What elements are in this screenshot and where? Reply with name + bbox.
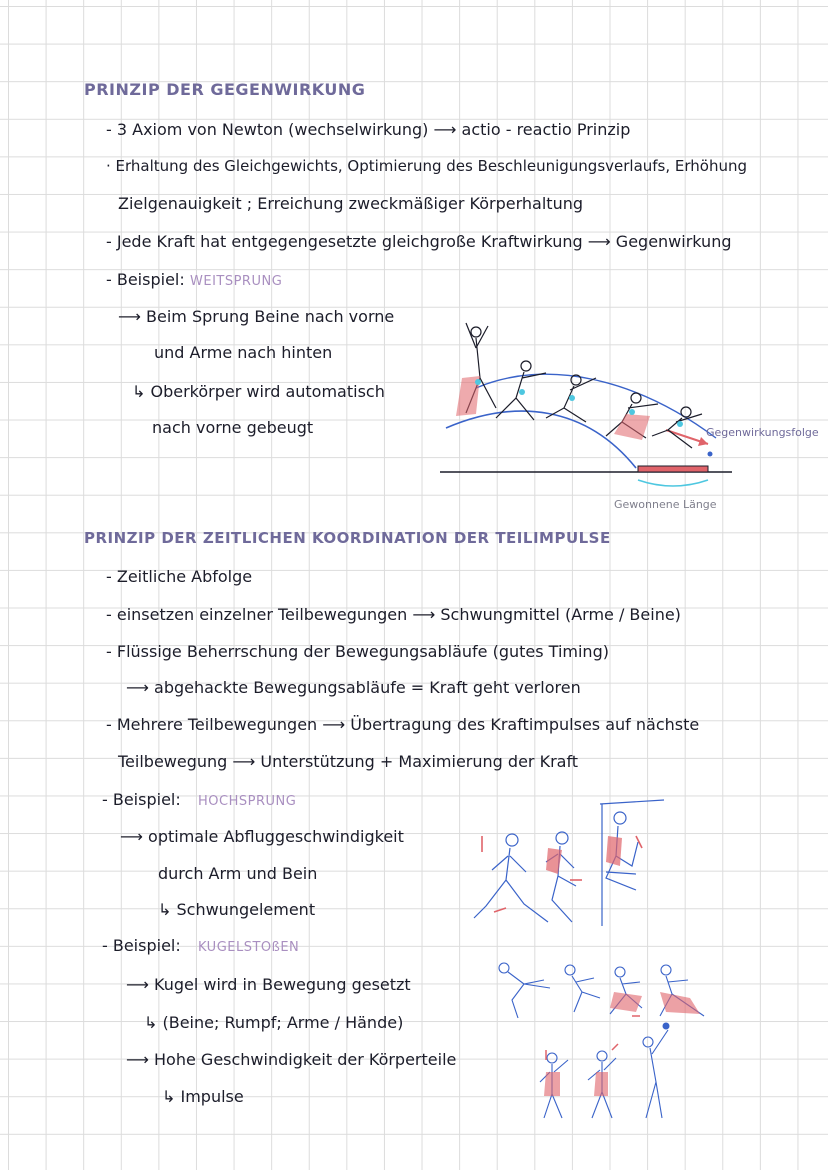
high-jump-bar xyxy=(600,800,664,804)
example-label-3: - Beispiel: xyxy=(102,936,181,955)
sub-beine-vorne: ⟶ Beim Sprung Beine nach vorne xyxy=(118,307,395,326)
example-hochsprung: HOCHSPRUNG xyxy=(198,794,297,809)
gained-length-bar xyxy=(638,466,708,472)
line-newton-axiom: - 3 Axiom von Newton (wechselwirkung) ⟶ actio - reactio Prinzip xyxy=(106,120,631,139)
shot-put-ball xyxy=(663,1023,670,1030)
example-label-1: - Beispiel: xyxy=(106,270,185,289)
kugelstossen-figure xyxy=(490,958,720,1128)
heading-gegenwirkung: PRINZIP DER GEGENWIRKUNG xyxy=(84,80,366,99)
example-label-2: - Beispiel: xyxy=(102,790,181,809)
sub-impulse: ↳ Impulse xyxy=(162,1087,244,1106)
line-zielgenauigkeit: Zielgenauigkeit ; Erreichung zweckmäßiger Körperhaltung xyxy=(118,194,584,213)
sub-schwungelement: ↳ Schwungelement xyxy=(158,900,316,919)
sub-kugel-bewegung: ⟶ Kugel wird in Bewegung gesetzt xyxy=(126,975,411,994)
label-gegenwirkungsfolge: Gegenwirkungsfolge xyxy=(706,426,819,439)
example-weitsprung: WEITSPRUNG xyxy=(190,274,283,289)
line-teilbewegungen: - einsetzen einzelner Teilbewegungen ⟶ Schwungmittel (Arme / Beine) xyxy=(106,605,681,624)
example-kugelstossen: KUGELSTOßEN xyxy=(198,940,300,955)
weitsprung-figure xyxy=(436,318,816,518)
sub-oberkoerper: ↳ Oberkörper wird automatisch xyxy=(132,382,385,401)
sub-vorne-gebeugt: nach vorne gebeugt xyxy=(152,418,314,437)
trajectory-lower xyxy=(446,411,636,468)
trajectory-upper xyxy=(476,374,716,438)
line-mehrere-teilbewegungen: - Mehrere Teilbewegungen ⟶ Übertragung des Kraftimpulses auf nächste xyxy=(106,715,700,734)
length-bracket xyxy=(638,480,708,486)
line-abgehackt: ⟶ abgehackte Bewegungsabläufe = Kraft geht verloren xyxy=(126,678,581,697)
heading-koordination: PRINZIP DER ZEITLICHEN KOORDINATION DER TEILIMPULSE xyxy=(84,529,611,547)
sub-abfluggeschwindigkeit: ⟶ optimale Abfluggeschwindigkeit xyxy=(120,827,404,846)
sub-arm-bein: durch Arm und Bein xyxy=(158,864,318,883)
label-gewonnene-laenge: Gewonnene Länge xyxy=(614,498,717,511)
sub-beine-rumpf: ↳ (Beine; Rumpf; Arme / Hände) xyxy=(144,1013,404,1032)
sub-arme-hinten: und Arme nach hinten xyxy=(154,343,333,362)
line-unterstuetzung: Teilbewegung ⟶ Unterstützung + Maximierung der Kraft xyxy=(118,752,579,771)
line-kraft-gegenwirkung: - Jede Kraft hat entgegengesetzte gleichgroße Kraftwirkung ⟶ Gegenwirkung xyxy=(106,232,732,251)
line-gleichgewicht: · Erhaltung des Gleichgewichts, Optimierung des Beschleunigungsverlaufs, Erhöhung xyxy=(106,157,748,175)
line-fluessige-beherrschung: - Flüssige Beherrschung der Bewegungsabläufe (gutes Timing) xyxy=(106,642,609,661)
sub-hohe-geschwindigkeit: ⟶ Hohe Geschwindigkeit der Körperteile xyxy=(126,1050,457,1069)
hochsprung-figure xyxy=(466,796,666,936)
line-zeitliche-abfolge: - Zeitliche Abfolge xyxy=(106,567,253,586)
